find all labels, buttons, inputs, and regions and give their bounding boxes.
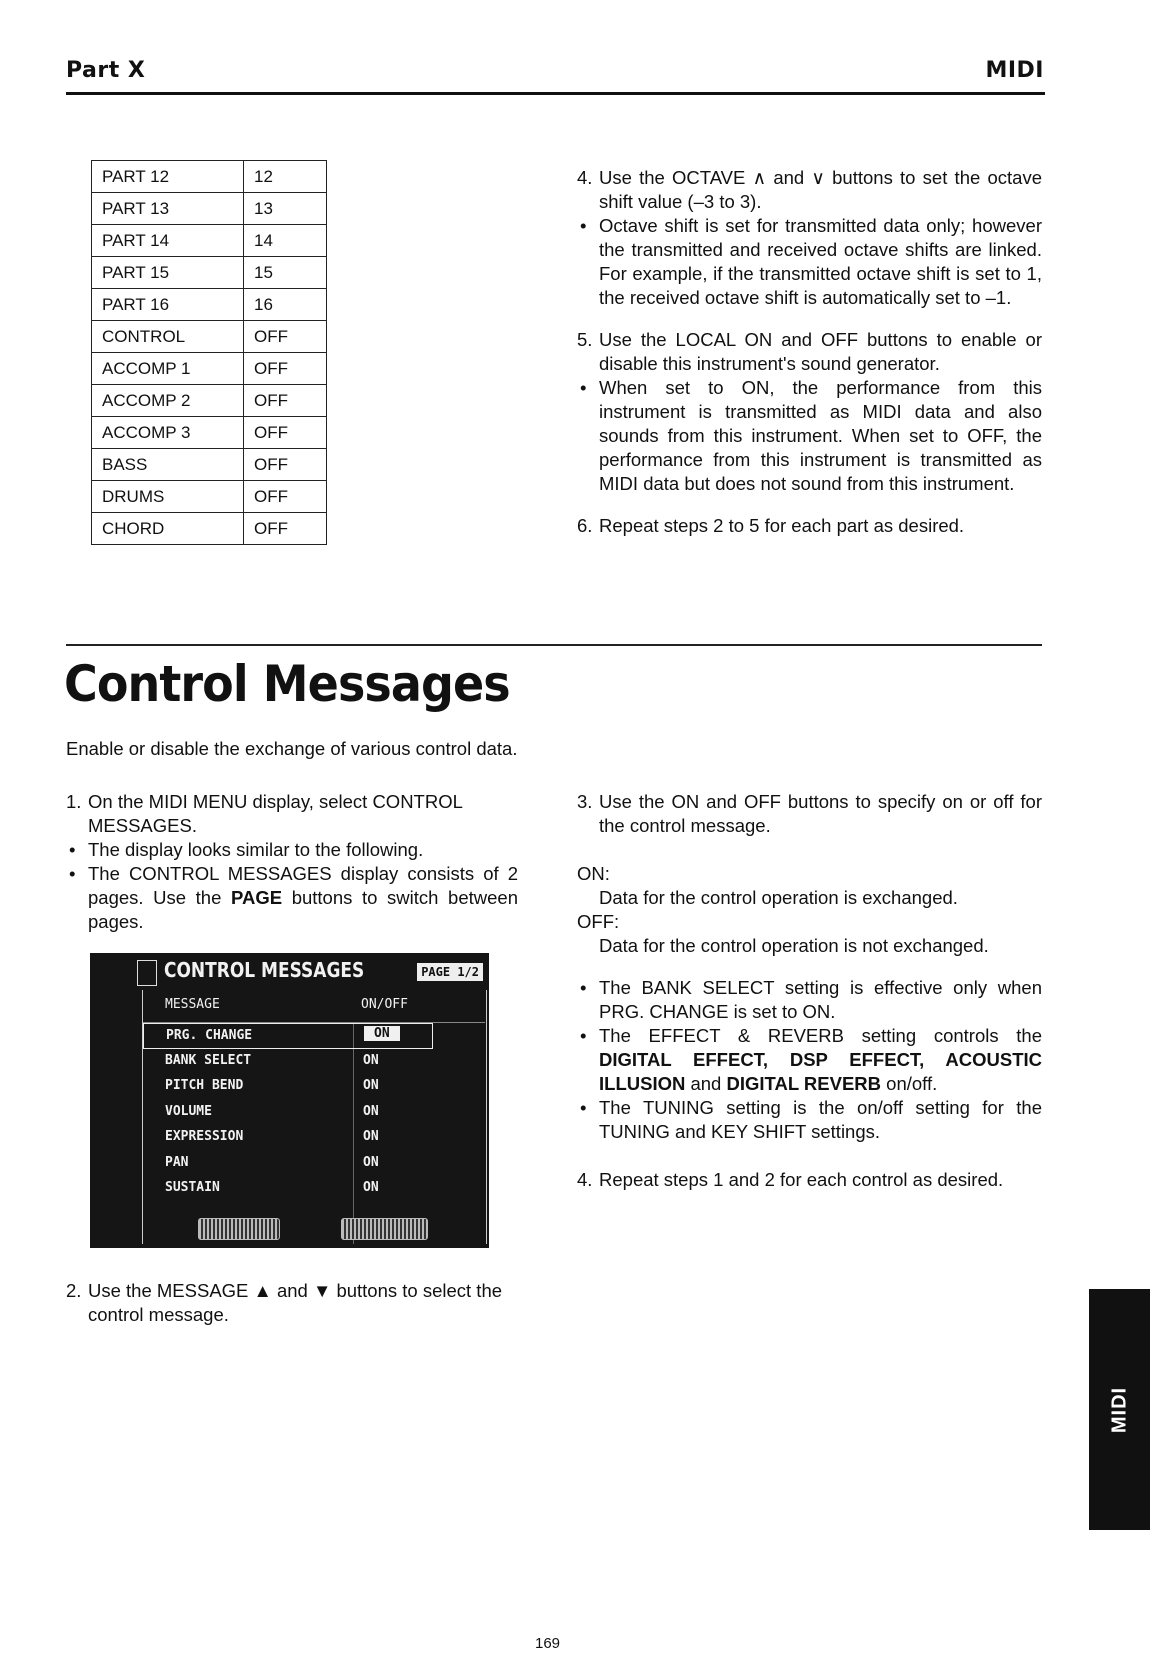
table-row	[92, 513, 327, 545]
step-2-message	[66, 1279, 518, 1327]
message-value: ON	[364, 1026, 400, 1041]
bullet-display	[66, 838, 518, 862]
section-intro: Enable or disable the exchange of various control data.	[66, 738, 518, 759]
bullet-bank-select	[577, 976, 1042, 1024]
bullet-dot: •	[580, 377, 587, 398]
bullet-dot: •	[580, 1025, 587, 1046]
step-text: Use the LOCAL ON and OFF buttons to enable or disable this instrument's sound generator.	[599, 329, 1042, 374]
step-number: 3.	[577, 791, 593, 812]
part-name-cell: ACCOMP 3	[92, 417, 244, 449]
section-title: Control Messages	[64, 655, 510, 713]
header-section-label: MIDI	[985, 58, 1044, 83]
lcd-message-row	[143, 1125, 485, 1151]
lcd-message-row	[143, 1176, 485, 1202]
step-6-repeat	[577, 514, 1042, 538]
table-row	[92, 225, 327, 257]
lcd-title: CONTROL MESSAGES	[164, 958, 365, 982]
bullet-dot: •	[69, 839, 76, 860]
part-name-cell: CHORD	[92, 513, 244, 545]
step-number: 6.	[577, 515, 593, 536]
lcd-list-frame	[142, 990, 487, 1244]
bullet-effect-reverb	[577, 1024, 1042, 1096]
table-row	[92, 321, 327, 353]
message-name: EXPRESSION	[165, 1129, 244, 1144]
col-message: MESSAGE	[165, 997, 220, 1012]
channel-cell: OFF	[244, 353, 327, 385]
lcd-message-row	[143, 1100, 485, 1126]
message-value: ON	[363, 1129, 379, 1144]
lcd-control-messages-screen	[90, 953, 489, 1248]
bullet-dot: •	[580, 977, 587, 998]
bullet-text: The EFFECT & REVERB setting controls the DIGITAL EFFECT, DSP EFFECT, ACOUSTIC ILLUSION and DIGITAL REVERB on/off.	[599, 1025, 1042, 1094]
side-tab-label: MIDI	[1108, 1386, 1130, 1433]
part-name-cell: PART 14	[92, 225, 244, 257]
channel-cell: 16	[244, 289, 327, 321]
part-name-cell: ACCOMP 1	[92, 353, 244, 385]
bullet-text: The BANK SELECT setting is effective only when PRG. CHANGE is set to ON.	[599, 977, 1042, 1022]
channel-cell: 13	[244, 193, 327, 225]
bullet-text: The TUNING setting is the on/off setting for the TUNING and KEY SHIFT settings.	[599, 1097, 1042, 1142]
step-number: 2.	[66, 1280, 82, 1301]
part-name-cell: PART 12	[92, 161, 244, 193]
lcd-message-row	[143, 1151, 485, 1177]
bullet-tuning	[577, 1096, 1042, 1144]
channel-cell: 15	[244, 257, 327, 289]
lcd-page-indicator: PAGE 1/2	[417, 963, 483, 981]
step-number: 4.	[577, 1169, 593, 1190]
bullet-text: The CONTROL MESSAGES display consists of 2 pages. Use the PAGE buttons to switch between pages.	[88, 863, 518, 932]
step-4-repeat	[577, 1168, 1042, 1192]
step-number: 4.	[577, 167, 593, 188]
message-name: BANK SELECT	[165, 1052, 252, 1068]
bullet-dot: •	[580, 215, 587, 236]
step-1-select	[66, 790, 518, 838]
right-column	[577, 790, 1042, 1192]
step-text: Use the MESSAGE ▲ and ▼ buttons to select the control message.	[88, 1280, 503, 1325]
lcd-message-buttons	[198, 1218, 280, 1240]
part-name-cell: CONTROL	[92, 321, 244, 353]
upper-right-column	[577, 166, 1042, 538]
side-tab-midi	[1089, 1289, 1150, 1530]
part-name-cell: BASS	[92, 449, 244, 481]
bullet-pages	[66, 862, 518, 934]
message-name: SUSTAIN	[165, 1180, 220, 1195]
on-description: Data for the control operation is exchanged.	[599, 887, 958, 908]
left-column-step2	[66, 1279, 518, 1327]
table-row	[92, 449, 327, 481]
lcd-message-row	[143, 1074, 485, 1100]
table-row	[92, 481, 327, 513]
message-value: ON	[363, 1154, 379, 1170]
message-value: ON	[363, 1103, 379, 1119]
step-number: 1.	[66, 791, 82, 812]
bullet-dot: •	[580, 1097, 587, 1118]
channel-cell: OFF	[244, 385, 327, 417]
bullet-octave-shift	[577, 214, 1042, 310]
table-row	[92, 289, 327, 321]
lcd-column-header	[143, 993, 483, 1019]
header-part-label: Part X	[66, 58, 146, 83]
table-row	[92, 161, 327, 193]
step-text: Repeat steps 1 and 2 for each control as desired.	[599, 1169, 1004, 1190]
step-text: Use the OCTAVE ∧ and ∨ buttons to set the octave shift value (–3 to 3).	[599, 167, 1042, 212]
lcd-onoff-buttons	[341, 1218, 428, 1240]
channel-cell: OFF	[244, 321, 327, 353]
part-name-cell: ACCOMP 2	[92, 385, 244, 417]
left-column	[66, 790, 518, 934]
step-text: Repeat steps 2 to 5 for each part as desired.	[599, 515, 965, 536]
off-label: OFF:	[577, 911, 620, 932]
table-row	[92, 257, 327, 289]
bullet-local-on	[577, 376, 1042, 496]
message-name: PAN	[165, 1154, 189, 1170]
message-name: VOLUME	[165, 1103, 212, 1119]
step-4-octave	[577, 166, 1042, 214]
table-row	[92, 417, 327, 449]
bullet-text: The display looks similar to the following.	[88, 839, 424, 860]
message-name: PITCH BEND	[165, 1078, 244, 1093]
table-row	[92, 385, 327, 417]
table-row	[92, 193, 327, 225]
page-number: 169	[535, 1635, 561, 1652]
bullet-dot: •	[69, 863, 76, 884]
step-number: 5.	[577, 329, 593, 350]
channel-cell: 12	[244, 161, 327, 193]
part-channel-table	[91, 160, 327, 545]
part-name-cell: PART 13	[92, 193, 244, 225]
section-rule	[66, 644, 1042, 646]
step-5-local	[577, 328, 1042, 376]
channel-cell: OFF	[244, 513, 327, 545]
on-label: ON:	[577, 863, 610, 884]
channel-cell: 14	[244, 225, 327, 257]
message-value: ON	[363, 1078, 379, 1093]
col-onoff: ON/OFF	[361, 997, 408, 1012]
off-description: Data for the control operation is not exchanged.	[599, 935, 989, 956]
message-value: ON	[363, 1052, 379, 1068]
menu-icon	[137, 960, 157, 986]
bullet-text: Octave shift is set for transmitted data only; however the transmitted and received octave shifts are linked. For example, if the transmitted octave shift is set to 1, the received octave shift is automatically set to –1.	[599, 215, 1042, 308]
lcd-message-list	[143, 1023, 485, 1202]
message-value: ON	[363, 1180, 379, 1195]
lcd-message-row	[143, 1023, 433, 1049]
channel-cell: OFF	[244, 449, 327, 481]
part-name-cell: PART 16	[92, 289, 244, 321]
step-text: On the MIDI MENU display, select CONTROL MESSAGES.	[88, 791, 463, 836]
header-rule	[66, 92, 1045, 95]
part-name-cell: DRUMS	[92, 481, 244, 513]
table-row	[92, 353, 327, 385]
step-text: Use the ON and OFF buttons to specify on or off for the control message.	[599, 791, 1042, 836]
part-name-cell: PART 15	[92, 257, 244, 289]
step-3-onoff	[577, 790, 1042, 838]
channel-cell: OFF	[244, 481, 327, 513]
message-name: PRG. CHANGE	[166, 1028, 253, 1043]
channel-cell: OFF	[244, 417, 327, 449]
lcd-message-row	[143, 1049, 485, 1075]
bullet-text: When set to ON, the performance from this instrument is transmitted as MIDI data and also sounds from this instrument. When set to OFF, the performance from this instrument is transmitted as MIDI data but does not sound from this instrument.	[599, 377, 1042, 494]
